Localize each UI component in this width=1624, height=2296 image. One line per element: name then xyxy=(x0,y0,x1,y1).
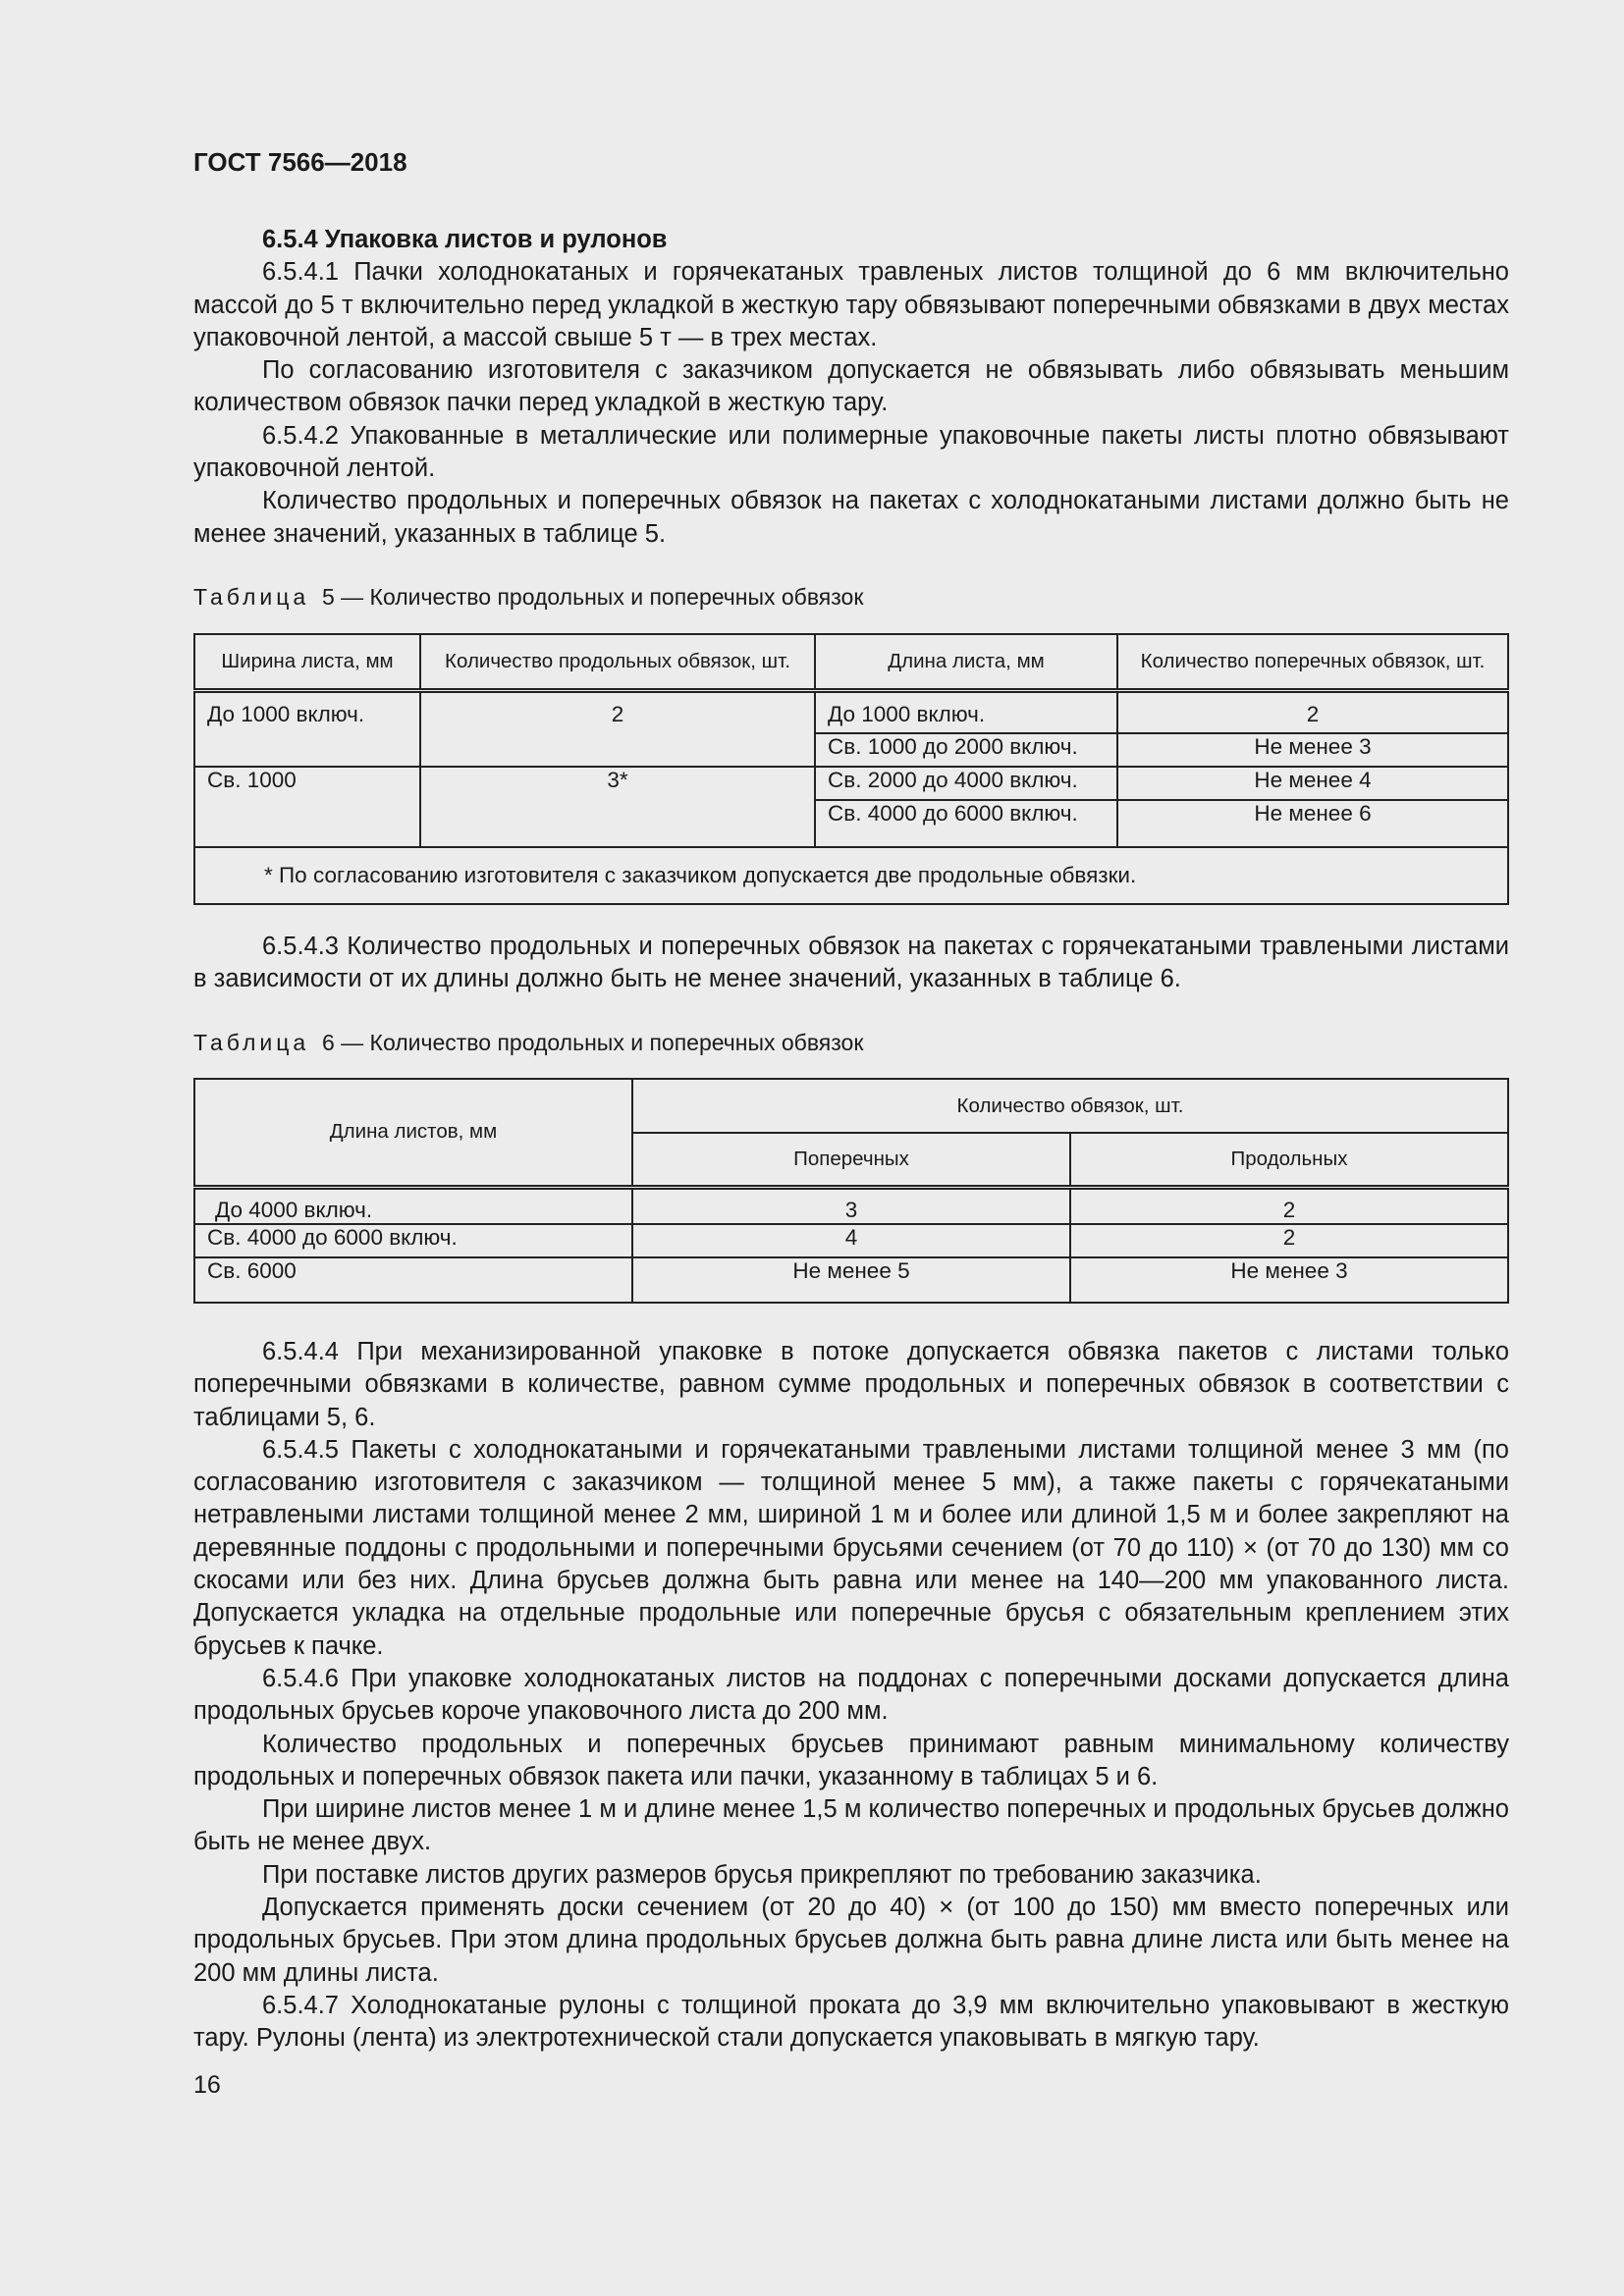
paragraph: 6.5.4.3 Количество продольных и поперечных обвязок на пакетах с горячекатаными травлеными листами в зависимости от их длины должно быть не менее значений, указанных в таблице 6. xyxy=(193,933,1509,993)
table5-header-long-count: Количество продольных обвязок, шт. xyxy=(420,634,815,690)
table6-cell-cross: Не менее 5 xyxy=(632,1257,1070,1303)
section-title: 6.5.4 Упаковка листов и рулонов xyxy=(262,226,668,253)
table5-cell-width: Св. 1000 xyxy=(194,767,420,847)
table6-cell-long: Не менее 3 xyxy=(1070,1257,1508,1303)
table5-cell-cross-count: Не менее 4 xyxy=(1117,767,1508,800)
document-code: ГОСТ 7566—2018 xyxy=(193,147,407,177)
table-row xyxy=(194,1224,1508,1257)
table5-header-cross-count: Количество поперечных обвязок, шт. xyxy=(1117,634,1508,690)
table6-caption-text: 6 — Количество продольных и поперечных обвязок xyxy=(321,1030,864,1055)
paragraph: При ширине листов менее 1 м и длине менее 1,5 м количество поперечных и продольных брусьев должно быть не менее двух. xyxy=(193,1795,1509,1856)
table6-cell-long: 2 xyxy=(1070,1224,1508,1257)
table-row xyxy=(194,690,1508,733)
table5-cell-length: Св. 1000 до 2000 включ. xyxy=(815,733,1117,767)
table5-cell-length: До 1000 включ. xyxy=(815,690,1117,733)
table6-cell-length: Св. 6000 xyxy=(194,1257,632,1303)
paragraph: 6.5.4.5 Пакеты с холоднокатаными и горячекатаными травлеными листами толщиной менее 3 мм (по согласованию изготовителя с заказчиком — толщиной менее 5 мм), а также пакеты с горячекатаными нетравлеными листами толщиной менее 2 мм, шириной 1 м и более или длиной 1,5 м и более закрепляют на деревянные поддоны с продольными и поперечными брусьями сечением (от 70 до 110) × (от 70 до 130) мм со скосами или без них. Длина брусьев должна быть равна или менее на 140—200 мм упакованного листа. Допускается укладка на отдельные продольные или поперечные брусья с обязательным креплением этих брусьев к пачке. xyxy=(193,1435,1509,1660)
table6-cell-length: До 4000 включ. xyxy=(194,1187,632,1224)
table6-cell-length: Св. 4000 до 6000 включ. xyxy=(194,1224,632,1257)
paragraph: 6.5.4.7 Холоднокатаные рулоны с толщиной проката до 3,9 мм включительно упаковывают в жесткую тару. Рулоны (лента) из электротехнической стали допускается упаковывать в мягкую тару. xyxy=(193,1991,1509,2053)
table5-footnote: * По согласованию изготовителя с заказчиком допускается две продольные обвязки. xyxy=(194,847,1508,904)
table5-header-width: Ширина листа, мм xyxy=(194,634,420,690)
table5-header-length: Длина листа, мм xyxy=(815,634,1117,690)
table5-cell-cross-count: Не менее 6 xyxy=(1117,800,1508,847)
table6-header-long: Продольных xyxy=(1070,1133,1508,1187)
table6-header-length: Длина листов, мм xyxy=(194,1079,632,1187)
table6-header-cross: Поперечных xyxy=(632,1133,1070,1187)
table5-cell-length: Св. 2000 до 4000 включ. xyxy=(815,767,1117,800)
section-tail xyxy=(193,1336,1509,2056)
paragraph: Допускается применять доски сечением (от 20 до 40) × (от 100 до 150) мм вместо поперечных или продольных брусьев. При этом длина продольных брусьев должна быть равна длине листа или быть менее на 200 мм длины листа. xyxy=(193,1894,1509,1987)
table6-caption xyxy=(193,1030,863,1056)
table5-cell-width: До 1000 включ. xyxy=(194,690,420,767)
table5-cell-long-count: 2 xyxy=(420,690,815,767)
paragraph: 6.5.4.2 Упакованные в металлические или полимерные упаковочные пакеты листы плотно обвязывают упаковочной лентой. xyxy=(193,421,1509,483)
paragraph: Количество продольных и поперечных обвязок на пакетах с холоднокатаными листами должно быть не менее значений, указанных в таблице 5. xyxy=(193,487,1509,548)
paragraph: При поставке листов других размеров брусья прикрепляют по требованию заказчика. xyxy=(262,1860,1262,1889)
table6-header-group: Количество обвязок, шт. xyxy=(632,1079,1508,1133)
table6-cell-cross: 4 xyxy=(632,1224,1070,1257)
table5-cell-length: Св. 4000 до 6000 включ. xyxy=(815,800,1117,847)
table5-cell-long-count: 3* xyxy=(420,767,815,847)
table-row xyxy=(194,767,1508,800)
section-654 xyxy=(193,224,1509,551)
paragraph: 6.5.4.1 Пачки холоднокатаных и горячекатаных травленых листов толщиной до 6 мм включительно массой до 5 т включительно перед укладкой в жесткую тару обвязывают поперечными обвязками в двух местах упаковочной лентой, а массой свыше 5 т — в трех местах. xyxy=(193,258,1509,351)
paragraph: 6.5.4.4 При механизированной упаковке в потоке допускается обвязка пакетов с листами только поперечными обвязками в количестве, равном сумме продольных и поперечных обвязок в соответствии с таблицами 5, 6. xyxy=(193,1338,1509,1431)
paragraph: Количество продольных и поперечных брусьев принимают равным минимальному количеству продольных и поперечных обвязок пакета или пачки, указанному в таблицах 5 и 6. xyxy=(193,1730,1509,1790)
table-row xyxy=(194,1187,1508,1224)
paragraph: 6.5.4.6 При упаковке холоднокатаных листов на поддонах с поперечными досками допускается длина продольных брусьев короче упаковочного листа до 200 мм. xyxy=(193,1664,1509,1726)
table5-cell-cross-count: 2 xyxy=(1117,690,1508,733)
table5-caption-label: Таблица xyxy=(193,584,310,610)
table-row xyxy=(194,1257,1508,1303)
table5-caption-text: 5 — Количество продольных и поперечных обвязок xyxy=(321,584,864,610)
table6-cell-long: 2 xyxy=(1070,1187,1508,1224)
table5-caption xyxy=(193,584,863,611)
table5 xyxy=(193,633,1509,905)
paragraph-6543-block xyxy=(193,931,1509,996)
table6 xyxy=(193,1078,1509,1304)
table5-cell-cross-count: Не менее 3 xyxy=(1117,733,1508,767)
paragraph: По согласованию изготовителя с заказчиком допускается не обвязывать либо обвязывать меньшим количеством обвязок пачки перед укладкой в жесткую тару. xyxy=(193,356,1509,417)
table6-cell-cross: 3 xyxy=(632,1187,1070,1224)
table6-caption-label: Таблица xyxy=(193,1030,310,1055)
page-number: 16 xyxy=(193,2071,221,2099)
